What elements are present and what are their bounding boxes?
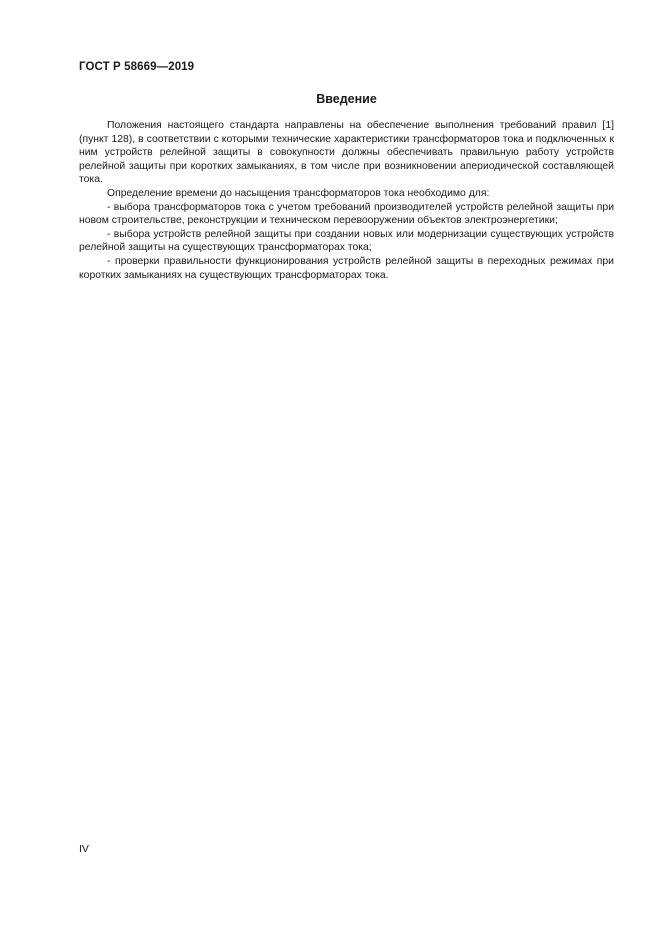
paragraph: Определение времени до насыщения трансформаторов тока необходимо для: [107, 187, 490, 199]
section-title: Введение [316, 92, 377, 106]
section-body [79, 119, 614, 282]
list-item: - выбора трансформаторов тока с учетом требований производителей устройств релейной защиты при новом строительстве, реконструкции и техническом перевооружении объектов электроэнергетики; [79, 201, 614, 227]
list-item: - выбора устройств релейной защиты при создании новых или модернизации существующих устройств релейной защиты на существующих трансформаторах тока; [79, 228, 614, 254]
list-item: - проверки правильности функционирования устройств релейной защиты в переходных режимах при коротких замыканиях на существующих трансформаторах тока. [79, 255, 614, 281]
page-number: IV [79, 843, 89, 855]
paragraph: Положения настоящего стандарта направлены на обеспечение выполнения требований правил [1] (пункт 128), в соответствии с которыми технические характеристики трансформаторов тока и подключенных к ним устройств релейной защиты в совокупности должны обеспечивать правильную работу устройств релейной защиты при коротких замыканиях, в том числе при возникновении апериодической составляющей тока. [79, 120, 614, 186]
document-header: ГОСТ Р 58669—2019 [79, 61, 195, 73]
